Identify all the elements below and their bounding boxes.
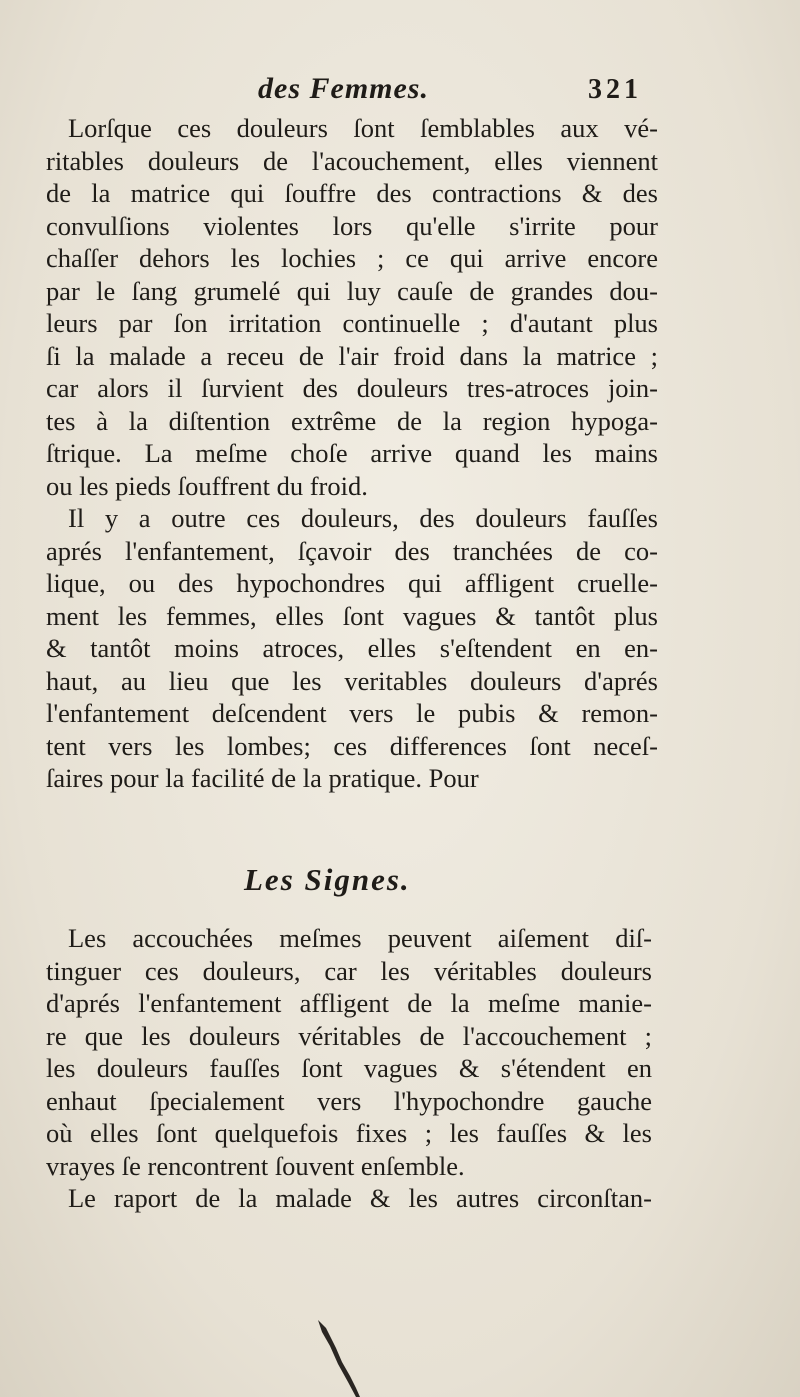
text-line: chaſſer dehors les lochies ; ce qui arrive encore [46, 243, 658, 273]
text-line: car alors il ſurvient des douleurs tres-atroces join- [46, 373, 658, 403]
body-text-top [46, 112, 658, 795]
text-line: ſtrique. La meſme choſe arrive quand les mains [46, 438, 658, 468]
running-head: des Femmes. [258, 72, 429, 105]
text-line: vrayes ſe rencontrent ſouvent enſemble. [46, 1150, 465, 1181]
page-number: 321 [588, 74, 642, 105]
body-text-bottom [46, 922, 652, 1215]
text-line: tent vers les lombes; ces differences ſont neceſ- [46, 730, 658, 761]
text-line: Lorſque ces douleurs ſont ſemblables aux vé- [68, 113, 658, 143]
text-line: leurs par ſon irritation continuelle ; d'autant plus [46, 308, 658, 338]
text-line: enhaut ſpecialement vers l'hypochondre gauche [46, 1085, 652, 1116]
page-header [0, 72, 800, 112]
text-line: par le ſang grumelé qui luy cauſe de grandes dou- [46, 275, 658, 306]
text-line: d'aprés l'enfantement affligent de la meſme manie- [46, 988, 652, 1018]
section-heading-text: Les Signes. [244, 862, 411, 897]
text-line: ritables douleurs de l'acouchement, elles viennent [46, 145, 658, 176]
text-line: re que les douleurs véritables de l'accouchement ; [46, 1020, 652, 1051]
text-line: ment les femmes, elles ſont vagues & tantôt plus [46, 600, 658, 631]
text-line: & tantôt moins atroces, elles s'eſtendent en en- [46, 633, 658, 663]
text-line: tes à la diſtention extrême de la region hypoga- [46, 405, 658, 436]
text-line: aprés l'enfantement, ſçavoir des tranchées de co- [46, 535, 658, 566]
text-line: de la matrice qui ſouffre des contractions & des [46, 178, 658, 208]
text-line: haut, au lieu que les veritables douleurs d'aprés [46, 665, 658, 696]
text-line: lique, ou des hypochondres qui affligent cruelle- [46, 568, 658, 598]
text-line: ſi la malade a receu de l'air froid dans la matrice ; [46, 340, 658, 371]
text-line: ou les pieds ſouffrent du froid. [46, 470, 368, 501]
text-line: tinguer ces douleurs, car les véritables douleurs [46, 955, 652, 986]
ink-stroke-mark [316, 1318, 362, 1397]
section-heading [0, 862, 800, 902]
text-line: Les accouchées meſmes peuvent aiſement diſ- [68, 923, 652, 953]
text-line: convulſions violentes lors qu'elle s'irrite pour [46, 210, 658, 241]
text-line: ſaires pour la facilité de la pratique. Pour [46, 763, 479, 793]
text-line: les douleurs fauſſes ſont vagues & s'étendent en [46, 1053, 652, 1083]
text-line: Il y a outre ces douleurs, des douleurs fauſſes [68, 503, 658, 533]
text-line: Le raport de la malade & les autres circonſtan- [68, 1183, 652, 1213]
text-line: l'enfantement deſcendent vers le pubis & remon- [46, 698, 658, 728]
text-line: où elles ſont quelquefois fixes ; les fauſſes & les [46, 1118, 652, 1148]
